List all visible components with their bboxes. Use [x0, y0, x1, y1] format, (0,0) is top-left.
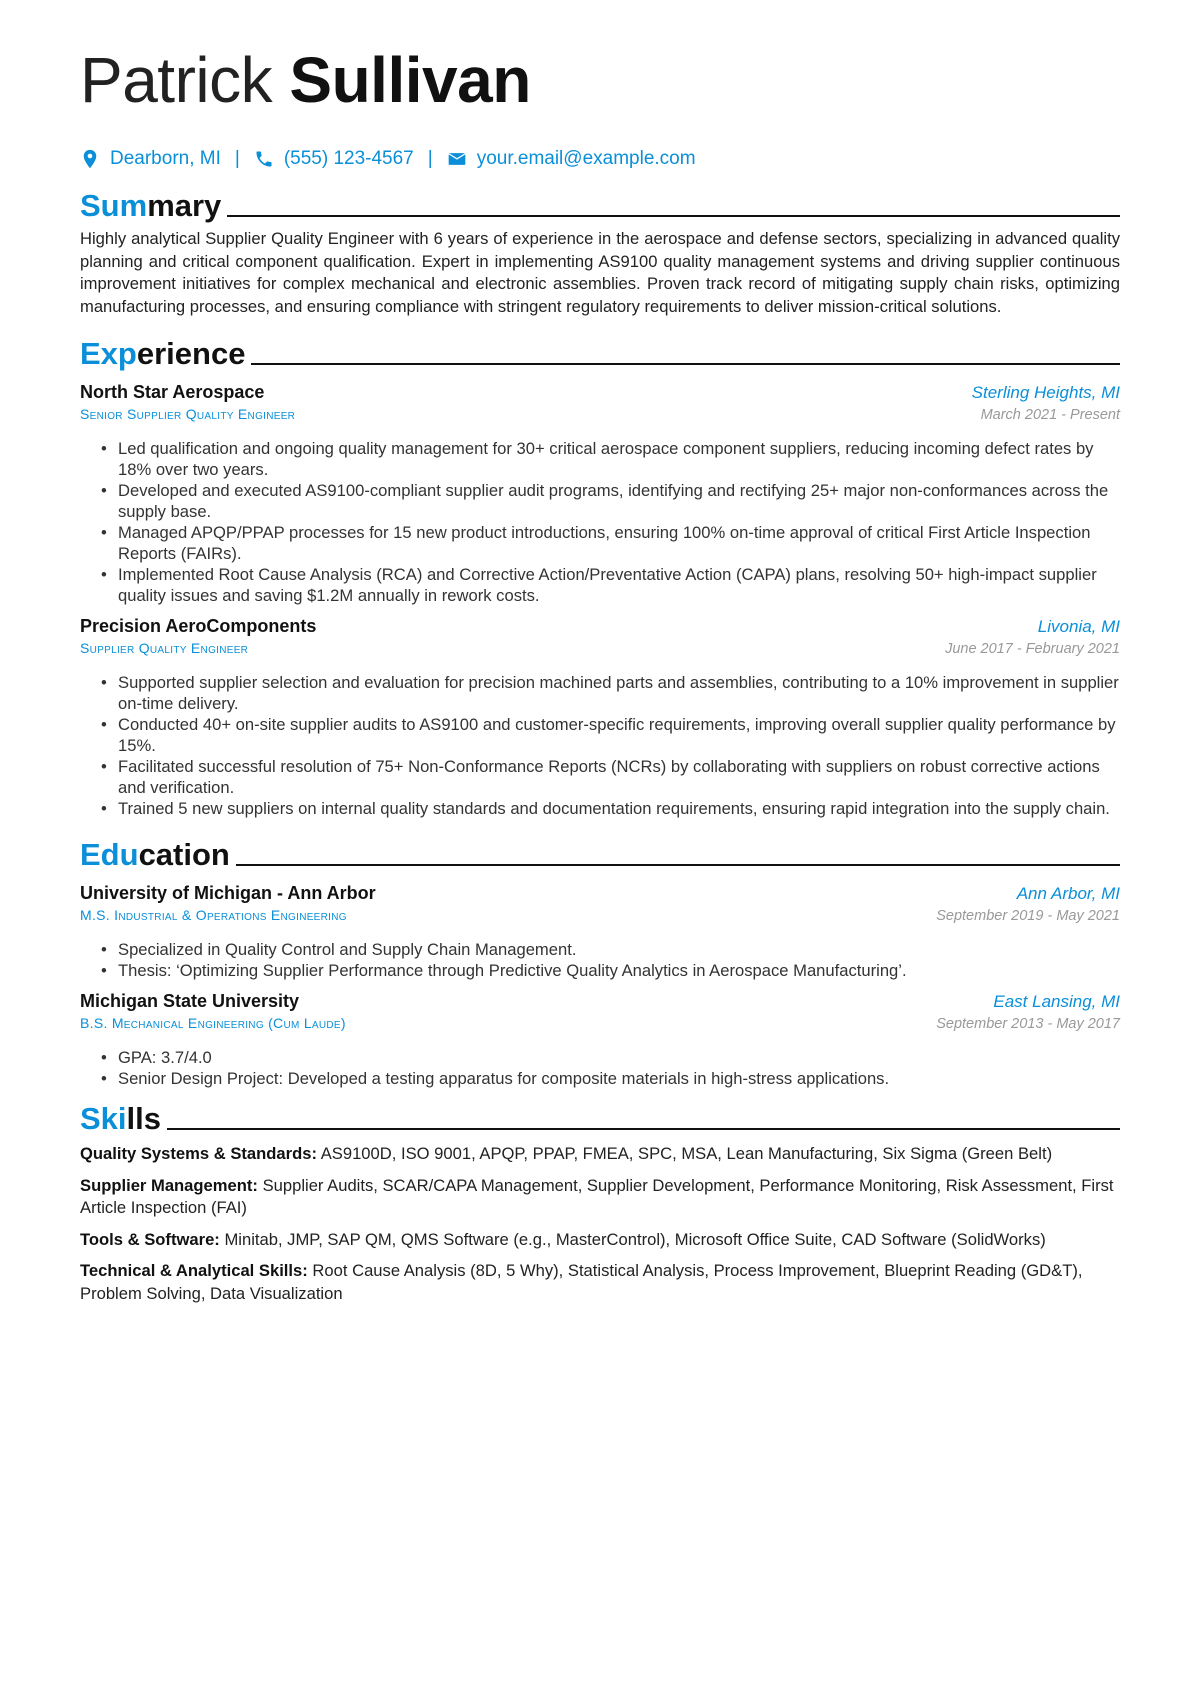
- phone-icon: [254, 149, 274, 169]
- degree-title: M.S. Industrial & Operations Engineering: [80, 907, 347, 923]
- section-title-highlight: Exp: [80, 336, 137, 371]
- list-item: • Implemented Root Cause Analysis (RCA) and Corrective Action/Preventative Action (CAPA) plans, resolving 50+ high-impact supplier quality issues and saving $1.2M annually in rework costs.: [118, 564, 1120, 606]
- list-item: • Trained 5 new suppliers on internal quality standards and documentation requirements, ensuring rapid integration into the supply chain.: [118, 798, 1120, 819]
- section-divider: [227, 215, 1120, 217]
- contact-line: [80, 146, 1120, 172]
- skill-row: [80, 1143, 1120, 1166]
- employer-location: Livonia, MI: [1037, 617, 1120, 636]
- section-title: [80, 837, 230, 873]
- skill-row: [80, 1260, 1120, 1305]
- contact-phone: [254, 148, 414, 170]
- list-item: • Senior Design Project: Developed a testing apparatus for composite materials in high-stress applications.: [118, 1068, 1120, 1089]
- section-title-highlight: Edu: [80, 837, 139, 872]
- contact-separator: |: [234, 148, 240, 169]
- list-item: • GPA: 3.7/4.0: [118, 1047, 1120, 1068]
- degree-title: B.S. Mechanical Engineering (Cum Laude): [80, 1015, 346, 1031]
- section-divider: [236, 864, 1120, 866]
- envelope-icon: [447, 149, 467, 169]
- summary-heading: [80, 184, 1120, 224]
- school-name: Michigan State University: [80, 991, 300, 1011]
- employer-name: Precision AeroComponents: [80, 616, 317, 636]
- list-item: • Facilitated successful resolution of 75+ Non-Conformance Reports (NCRs) by collaborating with suppliers on robust corrective actions and verification.: [118, 756, 1120, 798]
- skills-heading: [80, 1097, 1120, 1137]
- skill-category: Technical & Analytical Skills:: [80, 1261, 308, 1280]
- contact-email[interactable]: [447, 148, 696, 170]
- experience-entry: [80, 382, 1120, 606]
- phone-text: (555) 123-4567: [283, 148, 414, 169]
- list-item: • Specialized in Quality Control and Supply Chain Management.: [118, 939, 1120, 960]
- contact-location: [80, 148, 221, 170]
- section-title: [80, 1101, 161, 1137]
- candidate-name: [80, 40, 1120, 120]
- skill-category: Supplier Management:: [80, 1175, 258, 1195]
- education-details: [80, 1047, 1120, 1089]
- section-title-rest: cation: [138, 837, 230, 872]
- school-location: Ann Arbor, MI: [1016, 884, 1120, 903]
- list-item: • Conducted 40+ on-site supplier audits to AS9100 and customer-specific requirements, improving overall supplier quality performance by 15%.: [118, 714, 1120, 756]
- section-title-rest: lls: [126, 1101, 161, 1136]
- list-item: • Supported supplier selection and evaluation for precision machined parts and assemblies, contributing to a 10% improvement in supplier on-time delivery.: [118, 672, 1120, 714]
- list-item: • Managed APQP/PPAP processes for 15 new product introductions, ensuring 100% on-time approval of critical First Article Inspection Reports (FAIRs).: [118, 522, 1120, 564]
- study-dates: September 2019 - May 2021: [936, 908, 1120, 924]
- skill-values: Root Cause Analysis (8D, 5 Why), Statistical Analysis, Process Improvement, Blueprint Reading (GD&T), Problem Solving, Data Visualization: [80, 1261, 1083, 1303]
- education-entry: [80, 991, 1120, 1089]
- job-title: Supplier Quality Engineer: [80, 640, 249, 656]
- study-dates: September 2013 - May 2017: [936, 1016, 1120, 1032]
- section-title-highlight: Ski: [80, 1101, 127, 1136]
- contact-separator: |: [427, 148, 433, 169]
- section-divider: [251, 363, 1120, 365]
- section-title: [80, 336, 245, 372]
- employer-name: North Star Aerospace: [80, 382, 265, 402]
- section-title-rest: erience: [136, 336, 246, 371]
- achievement-list: [80, 672, 1120, 819]
- skills-list: [80, 1143, 1120, 1305]
- school-location: East Lansing, MI: [993, 992, 1120, 1011]
- skill-values: Supplier Audits, SCAR/CAPA Management, Supplier Development, Performance Monitoring, Risk Assessment, First Article Inspection (FAI): [80, 1175, 1114, 1217]
- employer-location: Sterling Heights, MI: [971, 383, 1120, 402]
- school-name: University of Michigan - Ann Arbor: [80, 883, 376, 903]
- experience-heading: [80, 332, 1120, 372]
- section-title-highlight: Sum: [80, 188, 148, 223]
- list-item: • Developed and executed AS9100-compliant supplier audit programs, identifying and rectifying 25+ major non-conformances across the supply base.: [118, 480, 1120, 522]
- first-name: Patrick: [80, 44, 273, 116]
- section-divider: [167, 1128, 1120, 1130]
- skill-values: AS9100D, ISO 9001, APQP, PPAP, FMEA, SPC, MSA, Lean Manufacturing, Six Sigma (Green Belt): [320, 1144, 1053, 1163]
- job-dates: June 2017 - February 2021: [945, 641, 1120, 657]
- skill-row: [80, 1229, 1120, 1252]
- list-item: • Thesis: ‘Optimizing Supplier Performance through Predictive Quality Analytics in Aerospace Manufacturing’.: [118, 960, 1120, 981]
- skill-category: Tools & Software:: [80, 1229, 220, 1249]
- email-link[interactable]: your.email@example.com: [476, 148, 696, 169]
- achievement-list: [80, 438, 1120, 606]
- last-name: Sullivan: [289, 44, 531, 116]
- list-item: • Led qualification and ongoing quality management for 30+ critical aerospace component suppliers, reducing incoming defect rates by 18% over two years.: [118, 438, 1120, 480]
- resume-content: [80, 40, 1120, 1314]
- section-title: [80, 188, 221, 224]
- section-title-rest: mary: [147, 188, 222, 223]
- education-entry: [80, 883, 1120, 981]
- summary-paragraph: Highly analytical Supplier Quality Engineer with 6 years of experience in the aerospace and defense sectors, specializing in advanced quality planning and critical component qualification. Expert in implementing AS9100 quality management systems and driving supplier continuous improvement initiatives for complex mechanical and electronic assemblies. Proven track record of mitigating supply chain risks, optimizing manufacturing processes, and ensuring compliance with stringent regulatory requirements to deliver mission-critical solutions.: [80, 229, 1120, 316]
- experience-entry: [80, 616, 1120, 819]
- education-heading: [80, 833, 1120, 873]
- map-marker-icon: [80, 149, 100, 169]
- skill-category: Quality Systems & Standards:: [80, 1144, 317, 1163]
- job-title: Senior Supplier Quality Engineer: [80, 406, 296, 422]
- education-details: [80, 939, 1120, 981]
- skill-row: [80, 1175, 1120, 1220]
- skill-values: Minitab, JMP, SAP QM, QMS Software (e.g., MasterControl), Microsoft Office Suite, CAD Software (SolidWorks): [224, 1229, 1046, 1249]
- job-dates: March 2021 - Present: [980, 407, 1120, 423]
- location-text: Dearborn, MI: [110, 148, 221, 169]
